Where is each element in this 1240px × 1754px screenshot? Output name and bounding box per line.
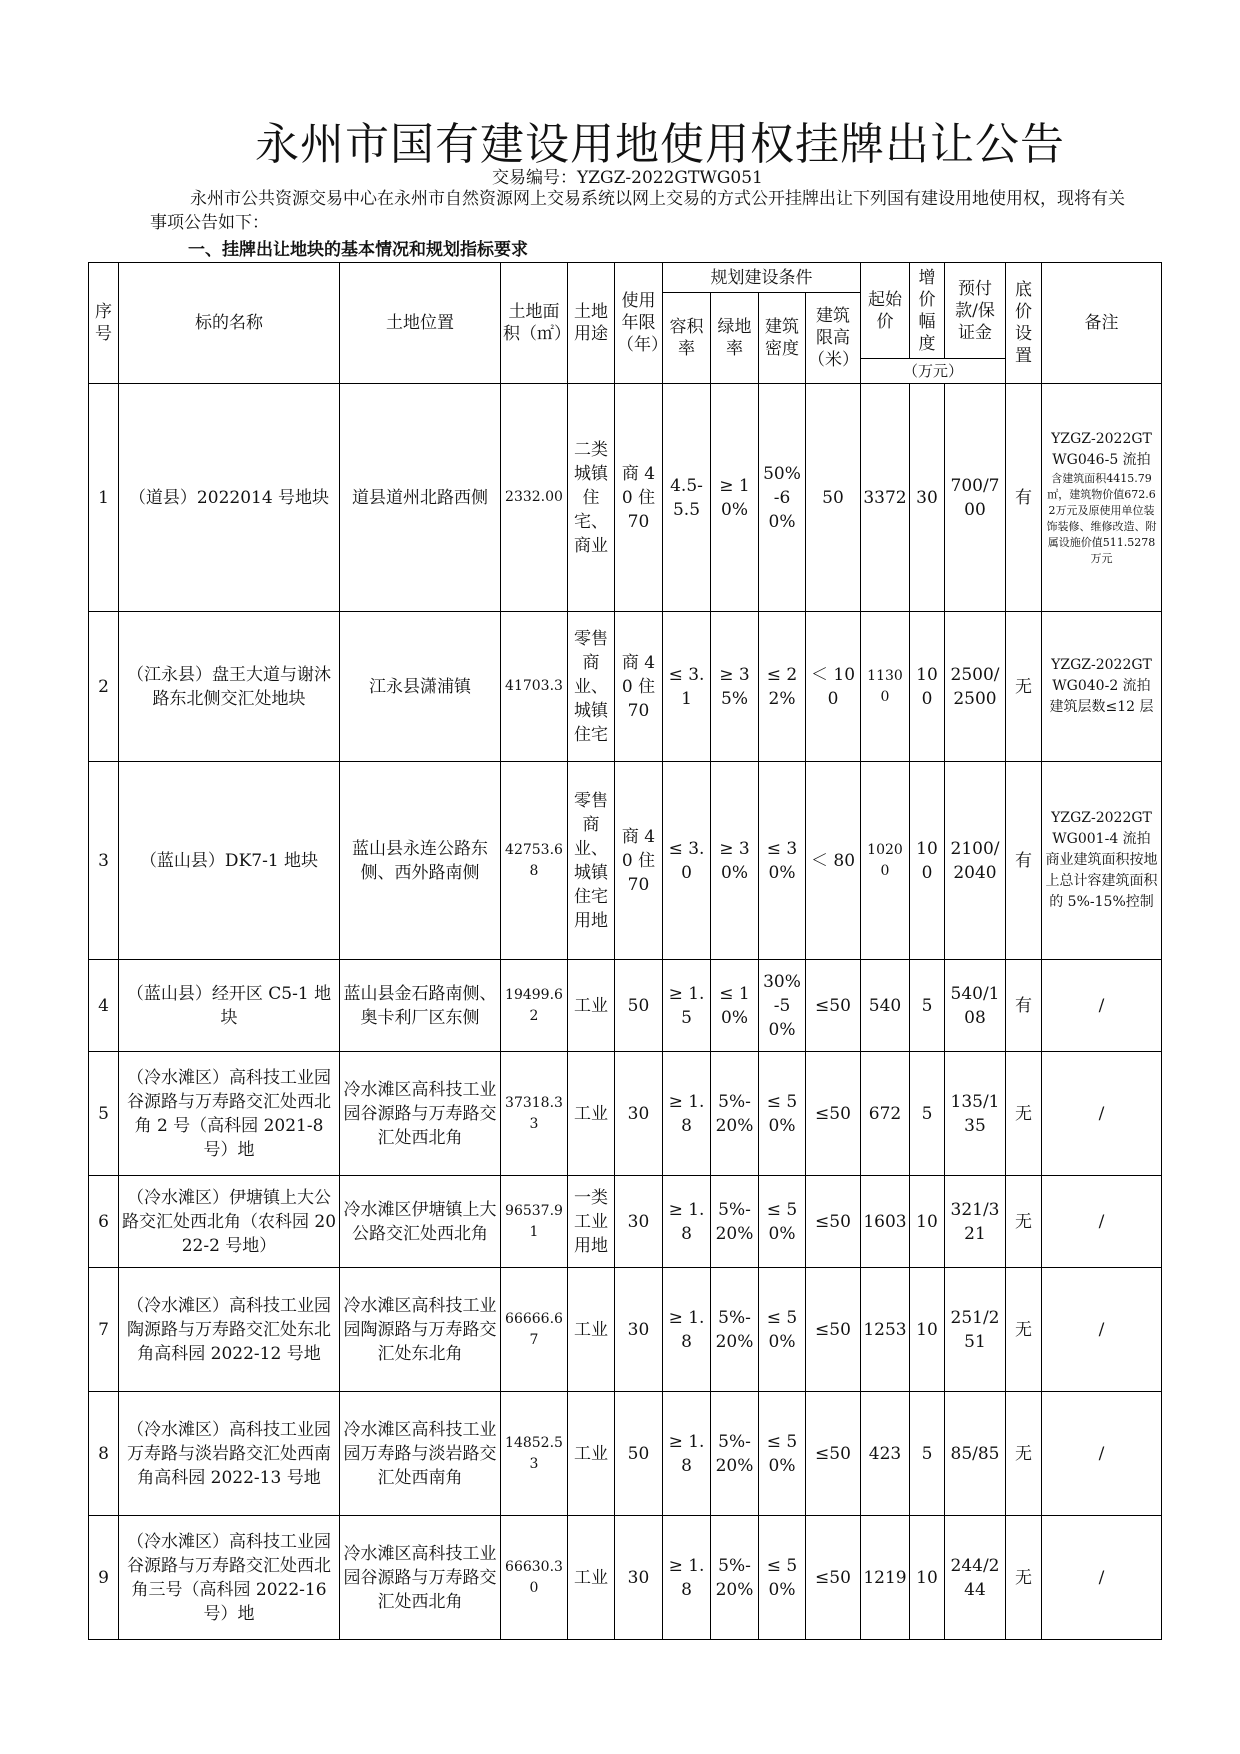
header-area: 土地面积（㎡） (501, 263, 568, 384)
cell-green: ≥ 10% (711, 384, 759, 612)
cell-years: 30 (615, 1516, 663, 1640)
cell-area: 66630.30 (501, 1516, 568, 1640)
cell-deposit: 251/251 (945, 1268, 1006, 1392)
cell-name: （冷水滩区）高科技工业园陶源路与万寿路交汇处东北角高科园 2022-12 号地 (119, 1268, 340, 1392)
cell-start: 1253 (861, 1268, 910, 1392)
cell-inc: 5 (910, 960, 945, 1052)
header-name: 标的名称 (119, 263, 340, 384)
header-deposit: 预付款/保证金 (945, 263, 1006, 359)
cell-years: 50 (615, 960, 663, 1052)
remark-text: / (1098, 1211, 1105, 1232)
cell-start: 10200 (861, 762, 910, 960)
cell-name: （冷水滩区）伊塘镇上大公路交汇处西北角（农科园 2022-2 号地） (119, 1176, 340, 1268)
cell-start: 1219 (861, 1516, 910, 1640)
cell-reserve: 无 (1006, 1392, 1042, 1516)
cell-use: 工业 (568, 1516, 615, 1640)
table-row (89, 1176, 1162, 1268)
cell-area: 14852.53 (501, 1392, 568, 1516)
cell-far: ≥ 1.5 (663, 960, 711, 1052)
cell-start: 1603 (861, 1176, 910, 1268)
cell-years: 商 40 住 70 (615, 762, 663, 960)
cell-reserve: 有 (1006, 762, 1042, 960)
cell-location: 蓝山县金石路南侧、奥卡利厂区东侧 (340, 960, 501, 1052)
header-start-price: 起始价 (861, 263, 910, 359)
header-increment: 增价幅度 (910, 263, 945, 359)
intro-paragraph: 永州市公共资源交易中心在永州市自然资源网上交易系统以网上交易的方式公开挂牌出让下列国有建设用地使用权，现将有关事项公告如下： (150, 189, 1125, 233)
cell-far: ≥ 1.8 (663, 1052, 711, 1176)
cell-seq: 1 (89, 384, 119, 612)
trade-number: 交易编号：YZGZ-2022GTWG051 (492, 168, 763, 188)
remark-text: 建筑层数≤12 层 (1049, 699, 1154, 715)
cell-remark (1042, 1268, 1162, 1392)
cell-height: ≤50 (806, 1268, 861, 1392)
cell-area: 41703.3 (501, 612, 568, 762)
section-heading: 一、挂牌出让地块的基本情况和规划指标要求 (188, 240, 528, 260)
cell-deposit: 700/700 (945, 384, 1006, 612)
cell-reserve: 无 (1006, 1516, 1042, 1640)
cell-years: 30 (615, 1268, 663, 1392)
cell-deposit: 321/321 (945, 1176, 1006, 1268)
cell-remark (1042, 612, 1162, 762)
cell-location: 冷水滩区伊塘镇上大公路交汇处西北角 (340, 1176, 501, 1268)
cell-name: （冷水滩区）高科技工业园谷源路与万寿路交汇处西北角 2 号（高科园 2021-8 号）地 (119, 1052, 340, 1176)
cell-years: 50 (615, 1392, 663, 1516)
cell-inc: 30 (910, 384, 945, 612)
cell-remark (1042, 1176, 1162, 1268)
table-row (89, 1052, 1162, 1176)
cell-reserve: 有 (1006, 384, 1042, 612)
cell-reserve: 无 (1006, 612, 1042, 762)
table-row (89, 384, 1162, 612)
cell-deposit: 2500/2500 (945, 612, 1006, 762)
cell-name: （蓝山县）经开区 C5-1 地块 (119, 960, 340, 1052)
cell-seq: 5 (89, 1052, 119, 1176)
cell-years: 30 (615, 1052, 663, 1176)
cell-start: 11300 (861, 612, 910, 762)
cell-remark (1042, 762, 1162, 960)
cell-area: 19499.62 (501, 960, 568, 1052)
cell-area: 42753.68 (501, 762, 568, 960)
header-green: 绿地率 (711, 293, 759, 384)
page-title: 永州市国有建设用地使用权挂牌出让公告 (255, 119, 1065, 170)
header-density: 建筑密度 (759, 293, 806, 384)
cell-seq: 3 (89, 762, 119, 960)
cell-far: 4.5-5.5 (663, 384, 711, 612)
cell-use: 一类工业用地 (568, 1176, 615, 1268)
cell-height: ≤50 (806, 1392, 861, 1516)
cell-density: ≤ 30% (759, 762, 806, 960)
remark-text: / (1098, 1103, 1105, 1124)
header-years: 使用年限（年） (615, 263, 663, 384)
remark-text: / (1098, 1319, 1105, 1340)
cell-location: 江永县潇浦镇 (340, 612, 501, 762)
cell-use: 工业 (568, 1268, 615, 1392)
cell-height: ≤50 (806, 1052, 861, 1176)
remark-text: 商业建筑面积按地上总计容建筑面积的 5%-15%控制 (1045, 852, 1158, 910)
cell-inc: 10 (910, 1176, 945, 1268)
cell-area: 66666.67 (501, 1268, 568, 1392)
cell-deposit: 135/135 (945, 1052, 1006, 1176)
cell-deposit: 2100/2040 (945, 762, 1006, 960)
cell-green: 5%-20% (711, 1176, 759, 1268)
cell-density: ≤ 50% (759, 1516, 806, 1640)
cell-density: ≤ 50% (759, 1268, 806, 1392)
cell-start: 3372 (861, 384, 910, 612)
header-remark: 备注 (1042, 263, 1162, 384)
cell-inc: 10 (910, 1268, 945, 1392)
cell-far: ≥ 1.8 (663, 1392, 711, 1516)
cell-seq: 4 (89, 960, 119, 1052)
cell-years: 30 (615, 1176, 663, 1268)
cell-inc: 100 (910, 762, 945, 960)
cell-reserve: 无 (1006, 1052, 1042, 1176)
cell-use: 零售商业、城镇住宅 (568, 612, 615, 762)
cell-deposit: 540/108 (945, 960, 1006, 1052)
cell-use: 工业 (568, 1392, 615, 1516)
cell-far: ≥ 1.8 (663, 1516, 711, 1640)
cell-reserve: 无 (1006, 1268, 1042, 1392)
cell-density: 50%-60% (759, 384, 806, 612)
remark-code: YZGZ-2022GTWG046-5 流拍 (1051, 430, 1152, 468)
remark-text: / (1098, 1443, 1105, 1464)
land-parcel-table (88, 262, 1162, 1640)
cell-years: 商 40 住 70 (615, 612, 663, 762)
cell-green: ≥ 35% (711, 612, 759, 762)
cell-density: 30%-50% (759, 960, 806, 1052)
cell-seq: 6 (89, 1176, 119, 1268)
cell-seq: 2 (89, 612, 119, 762)
cell-use: 零售商业、城镇住宅用地 (568, 762, 615, 960)
cell-start: 672 (861, 1052, 910, 1176)
cell-deposit: 85/85 (945, 1392, 1006, 1516)
cell-height: ＜ 80 (806, 762, 861, 960)
cell-density: ≤ 50% (759, 1176, 806, 1268)
cell-height: ≤50 (806, 1176, 861, 1268)
cell-density: ≤ 50% (759, 1392, 806, 1516)
cell-far: ≥ 1.8 (663, 1176, 711, 1268)
remark-text: / (1098, 1567, 1105, 1588)
cell-inc: 5 (910, 1052, 945, 1176)
header-planning: 规划建设条件 (663, 263, 861, 293)
cell-location: 蓝山县永连公路东侧、西外路南侧 (340, 762, 501, 960)
cell-area: 2332.00 (501, 384, 568, 612)
cell-height: ≤50 (806, 960, 861, 1052)
cell-height: ≤50 (806, 1516, 861, 1640)
cell-green: 5%-20% (711, 1052, 759, 1176)
cell-inc: 10 (910, 1516, 945, 1640)
cell-remark (1042, 1516, 1162, 1640)
cell-seq: 8 (89, 1392, 119, 1516)
table-row (89, 762, 1162, 960)
cell-name: （江永县）盘王大道与谢沐路东北侧交汇处地块 (119, 612, 340, 762)
cell-green: ≥ 30% (711, 762, 759, 960)
cell-use: 工业 (568, 1052, 615, 1176)
cell-inc: 100 (910, 612, 945, 762)
header-reserve: 底价设置 (1006, 263, 1042, 384)
remark-code: YZGZ-2022GTWG040-2 流拍 (1051, 657, 1152, 694)
cell-density: ≤ 22% (759, 612, 806, 762)
remark-text: / (1098, 995, 1105, 1016)
table-body (89, 384, 1162, 1640)
cell-name: （道县）2022014 号地块 (119, 384, 340, 612)
cell-green: 5%-20% (711, 1392, 759, 1516)
cell-density: ≤ 50% (759, 1052, 806, 1176)
cell-green: 5%-20% (711, 1516, 759, 1640)
header-location: 土地位置 (340, 263, 501, 384)
cell-height: 50 (806, 384, 861, 612)
cell-far: ≤ 3.0 (663, 762, 711, 960)
header-use: 土地用途 (568, 263, 615, 384)
cell-years: 商 40 住 70 (615, 384, 663, 612)
cell-location: 道县道州北路西侧 (340, 384, 501, 612)
cell-green: 5%-20% (711, 1268, 759, 1392)
cell-inc: 5 (910, 1392, 945, 1516)
cell-seq: 9 (89, 1516, 119, 1640)
header-height: 建筑限高（米） (806, 293, 861, 384)
cell-deposit: 244/244 (945, 1516, 1006, 1640)
cell-location: 冷水滩区高科技工业园万寿路与淡岩路交汇处西南角 (340, 1392, 501, 1516)
cell-start: 423 (861, 1392, 910, 1516)
table-row (89, 960, 1162, 1052)
table-row (89, 1392, 1162, 1516)
cell-use: 二类城镇住宅、商业 (568, 384, 615, 612)
cell-green: ≤ 10% (711, 960, 759, 1052)
cell-location: 冷水滩区高科技工业园谷源路与万寿路交汇处西北角 (340, 1516, 501, 1640)
cell-remark (1042, 1052, 1162, 1176)
cell-remark (1042, 1392, 1162, 1516)
header-seq: 序号 (89, 263, 119, 384)
cell-location: 冷水滩区高科技工业园陶源路与万寿路交汇处东北角 (340, 1268, 501, 1392)
remark-code: YZGZ-2022GTWG001-4 流拍 (1051, 810, 1152, 847)
cell-remark (1042, 960, 1162, 1052)
header-unit: （万元） (861, 359, 1006, 384)
cell-seq: 7 (89, 1268, 119, 1392)
cell-far: ≤ 3.1 (663, 612, 711, 762)
cell-name: （冷水滩区）高科技工业园万寿路与淡岩路交汇处西南角高科园 2022-13 号地 (119, 1392, 340, 1516)
header-far: 容积率 (663, 293, 711, 384)
cell-name: （冷水滩区）高科技工业园谷源路与万寿路交汇处西北角三号（高科园 2022-16 号）地 (119, 1516, 340, 1640)
table-row (89, 1268, 1162, 1392)
cell-start: 540 (861, 960, 910, 1052)
table-row (89, 612, 1162, 762)
remark-text: 含建筑面积4415.79㎡，建筑物价值672.62万元及原使用单位装饰装修、维修改造、附属设施价值511.5278万元 (1046, 471, 1157, 565)
cell-area: 96537.91 (501, 1176, 568, 1268)
cell-reserve: 有 (1006, 960, 1042, 1052)
cell-far: ≥ 1.8 (663, 1268, 711, 1392)
cell-remark (1042, 384, 1162, 612)
cell-name: （蓝山县）DK7-1 地块 (119, 762, 340, 960)
cell-height: ＜ 100 (806, 612, 861, 762)
cell-location: 冷水滩区高科技工业园谷源路与万寿路交汇处西北角 (340, 1052, 501, 1176)
cell-area: 37318.33 (501, 1052, 568, 1176)
cell-use: 工业 (568, 960, 615, 1052)
cell-reserve: 无 (1006, 1176, 1042, 1268)
table-row (89, 1516, 1162, 1640)
